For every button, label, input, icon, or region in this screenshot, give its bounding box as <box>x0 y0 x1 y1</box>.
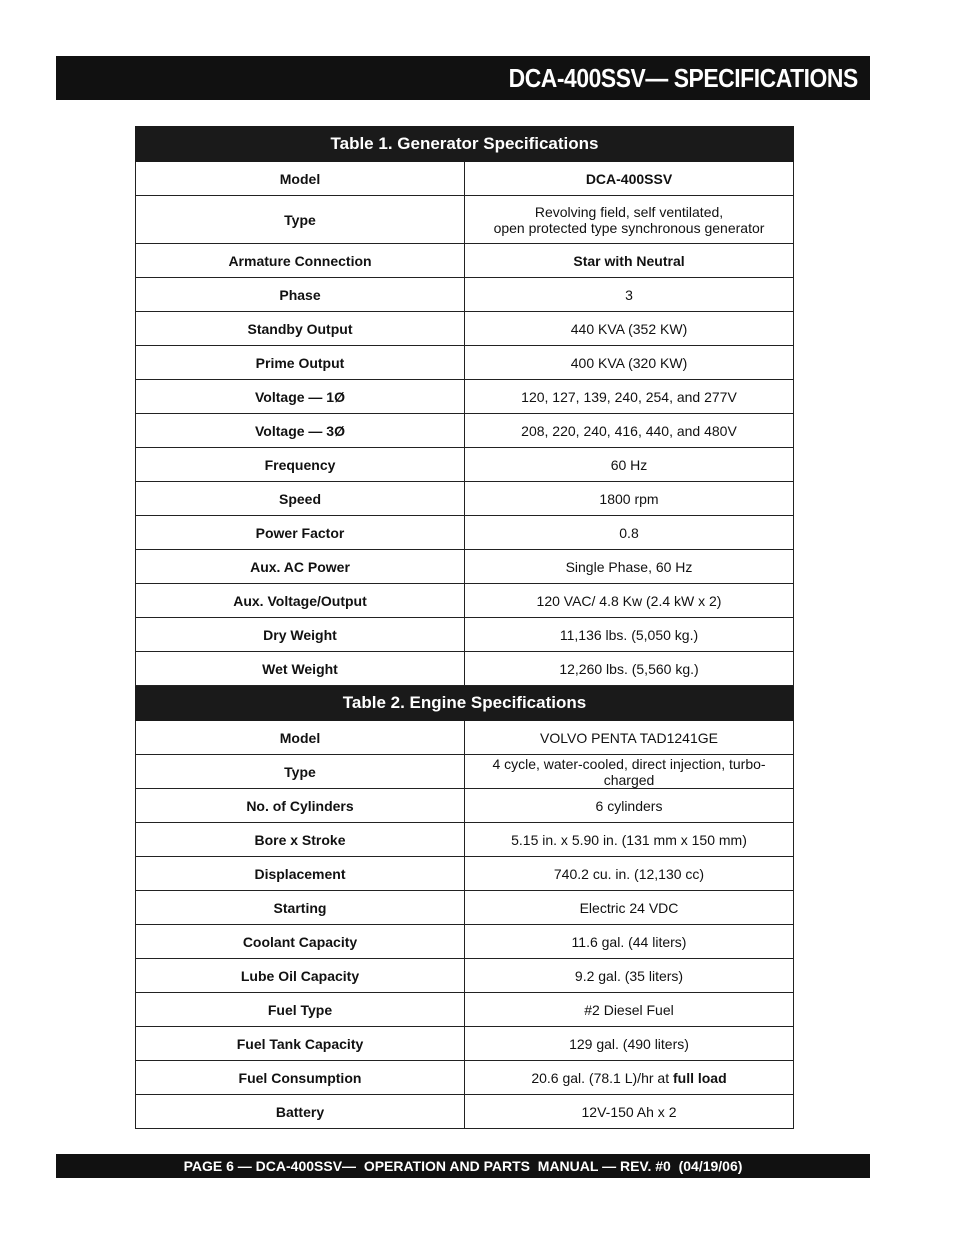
spec-label: Type <box>136 755 465 789</box>
spec-label: Starting <box>136 891 465 925</box>
spec-value <box>465 1061 794 1095</box>
spec-label: Aux. AC Power <box>136 550 465 584</box>
table-row <box>136 618 794 652</box>
spec-value: Star with Neutral <box>465 244 794 278</box>
spec-label: Armature Connection <box>136 244 465 278</box>
table-row <box>136 448 794 482</box>
spec-label: Dry Weight <box>136 618 465 652</box>
page-title-bar <box>56 56 870 100</box>
table-row <box>136 516 794 550</box>
spec-value: #2 Diesel Fuel <box>465 993 794 1027</box>
spec-value-text: 20.6 gal. (78.1 L)/hr at <box>531 1069 670 1086</box>
spec-value: 5.15 in. x 5.90 in. (131 mm x 150 mm) <box>465 823 794 857</box>
spec-value: 9.2 gal. (35 liters) <box>465 959 794 993</box>
spec-label: Fuel Type <box>136 993 465 1027</box>
spec-value: 6 cylinders <box>465 789 794 823</box>
table2-header <box>136 686 794 721</box>
spec-value-line: open protected type synchronous generator <box>493 219 765 236</box>
table-row <box>136 1095 794 1129</box>
table-row <box>136 993 794 1027</box>
table-row <box>136 857 794 891</box>
spec-value: 60 Hz <box>465 448 794 482</box>
spec-value: 4 cycle, water-cooled, direct injection, turbo-charged <box>465 755 794 789</box>
table-row <box>136 959 794 993</box>
table-row <box>136 1027 794 1061</box>
spec-label: Phase <box>136 278 465 312</box>
table-row <box>136 1061 794 1095</box>
spec-label: Fuel Tank Capacity <box>136 1027 465 1061</box>
table-row <box>136 244 794 278</box>
spec-value-line: Revolving field, self ventilated, <box>534 203 724 220</box>
spec-label: Model <box>136 721 465 755</box>
spec-label: Wet Weight <box>136 652 465 686</box>
table-row <box>136 482 794 516</box>
spec-label: Frequency <box>136 448 465 482</box>
spec-value: 120, 127, 139, 240, 254, and 277V <box>465 380 794 414</box>
table1-header <box>136 127 794 162</box>
spec-label: Model <box>136 162 465 196</box>
spec-value: 208, 220, 240, 416, 440, and 480V <box>465 414 794 448</box>
table-row <box>136 346 794 380</box>
page-footer <box>56 1154 870 1178</box>
spec-label: Lube Oil Capacity <box>136 959 465 993</box>
spec-label: Displacement <box>136 857 465 891</box>
table-row <box>136 925 794 959</box>
spec-value-emphasis: full load <box>672 1069 727 1086</box>
spec-label: Fuel Consumption <box>136 1061 465 1095</box>
spec-label: Battery <box>136 1095 465 1129</box>
table-row <box>136 380 794 414</box>
spec-value: 11,136 lbs. (5,050 kg.) <box>465 618 794 652</box>
spec-label: Speed <box>136 482 465 516</box>
table-row <box>136 891 794 925</box>
spec-value <box>465 196 794 244</box>
footer-text: PAGE 6 — DCA-400SSV— OPERATION AND PARTS MANUAL — REV. #0 (04/19/06) <box>183 1158 743 1174</box>
table-row <box>136 789 794 823</box>
spec-label: Voltage — 3Ø <box>136 414 465 448</box>
spec-value: 12,260 lbs. (5,560 kg.) <box>465 652 794 686</box>
spec-label: Voltage — 1Ø <box>136 380 465 414</box>
spec-value: 440 KVA (352 KW) <box>465 312 794 346</box>
spec-label: Standby Output <box>136 312 465 346</box>
table-row <box>136 721 794 755</box>
spec-value: VOLVO PENTA TAD1241GE <box>465 721 794 755</box>
table-row <box>136 312 794 346</box>
spec-value: 400 KVA (320 KW) <box>465 346 794 380</box>
spec-label: Power Factor <box>136 516 465 550</box>
spec-value: 120 VAC/ 4.8 Kw (2.4 kW x 2) <box>465 584 794 618</box>
spec-value: 3 <box>465 278 794 312</box>
spec-value: Electric 24 VDC <box>465 891 794 925</box>
spec-label: Aux. Voltage/Output <box>136 584 465 618</box>
table-row <box>136 196 794 244</box>
specifications-table <box>135 126 794 1129</box>
spec-label: No. of Cylinders <box>136 789 465 823</box>
table1-title: Table 1. Generator Specifications <box>136 127 794 162</box>
table-row <box>136 162 794 196</box>
table-row <box>136 652 794 686</box>
table2-title: Table 2. Engine Specifications <box>136 686 794 721</box>
table-row <box>136 755 794 789</box>
spec-label: Coolant Capacity <box>136 925 465 959</box>
spec-value: Single Phase, 60 Hz <box>465 550 794 584</box>
spec-value: 1800 rpm <box>465 482 794 516</box>
page-title: DCA-400SSV— SPECIFICATIONS <box>508 62 858 93</box>
spec-label: Prime Output <box>136 346 465 380</box>
spec-value: 740.2 cu. in. (12,130 cc) <box>465 857 794 891</box>
spec-label: Bore x Stroke <box>136 823 465 857</box>
table-row <box>136 278 794 312</box>
spec-value: 11.6 gal. (44 liters) <box>465 925 794 959</box>
table-row <box>136 414 794 448</box>
table-row <box>136 550 794 584</box>
table-row <box>136 823 794 857</box>
spec-value: DCA-400SSV <box>465 162 794 196</box>
table-row <box>136 584 794 618</box>
spec-value: 12V-150 Ah x 2 <box>465 1095 794 1129</box>
spec-label: Type <box>136 196 465 244</box>
spec-value: 129 gal. (490 liters) <box>465 1027 794 1061</box>
spec-value: 0.8 <box>465 516 794 550</box>
